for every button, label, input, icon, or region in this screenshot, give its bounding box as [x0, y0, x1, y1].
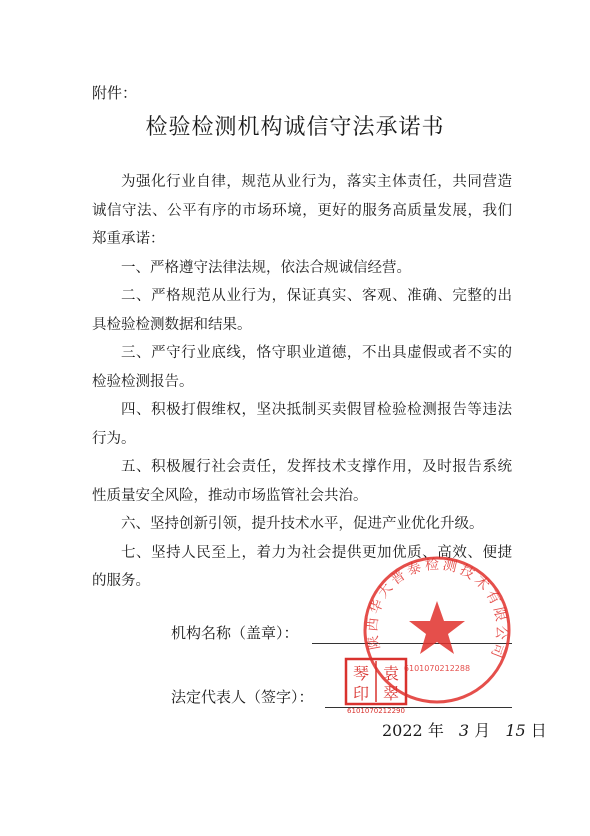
- svg-text:袁: 袁: [382, 664, 400, 683]
- commitment-item-6: 六、坚持创新引领，提升技术水平，促进产业优化升级。: [121, 516, 484, 532]
- date-day-unit: 日: [530, 721, 547, 740]
- commitment-item-7: 七、坚持人民至上，着力为社会提供更加优质、高效、便捷的服务。: [92, 544, 512, 589]
- stamp-code: 6101070212290: [347, 707, 405, 715]
- org-name-label: 机构名称（盖章）：: [171, 624, 299, 642]
- seal-code: 6101070212288: [403, 664, 471, 673]
- commitment-body: [92, 168, 512, 596]
- attachment-label: 附件：: [92, 84, 138, 102]
- date-year: 2022: [382, 721, 423, 740]
- document-title: 检验检测机构诚信守法承诺书: [145, 115, 445, 140]
- commitment-item-1: 一、严格遵守法律法规，依法合规诚信经营。: [121, 259, 411, 276]
- seal-ring-text: 陕西华大普泰检测技术有限公司: [364, 556, 510, 663]
- commitment-item-5: 五、积极履行社会责任，发挥技术支撑作用，及时报告系统性质量安全风险，推动市场监管社会共治。: [92, 459, 512, 504]
- svg-text:琴: 琴: [352, 664, 370, 683]
- date-month-unit: 月: [474, 721, 491, 740]
- seal-star-icon: [409, 601, 465, 654]
- legal-rep-label: 法定代表人（签字）：: [171, 688, 314, 706]
- svg-text:翠: 翠: [382, 684, 400, 703]
- personal-stamp: [344, 657, 408, 715]
- date-day: 15: [505, 721, 526, 740]
- date-month: 3: [458, 721, 470, 740]
- intro-paragraph: 为强化行业自律，规范从业行为，落实主体责任，共同营造诚信守法、公平有序的市场环境，更好的服务高质量发展，我们郑重承诺：: [92, 174, 512, 247]
- commitment-item-2: 二、严格规范从业行为，保证真实、客观、准确、完整的出具检验检测数据和结果。: [92, 288, 512, 333]
- signing-date: [382, 718, 547, 741]
- svg-text:印: 印: [352, 684, 370, 703]
- commitment-item-3: 三、严守行业底线，恪守职业道德，不出具虚假或者不实的检验检测报告。: [92, 345, 512, 390]
- commitment-item-4: 四、积极打假维权，坚决抵制买卖假冒检验检测报告等违法行为。: [92, 402, 512, 447]
- date-year-unit: 年: [427, 721, 444, 740]
